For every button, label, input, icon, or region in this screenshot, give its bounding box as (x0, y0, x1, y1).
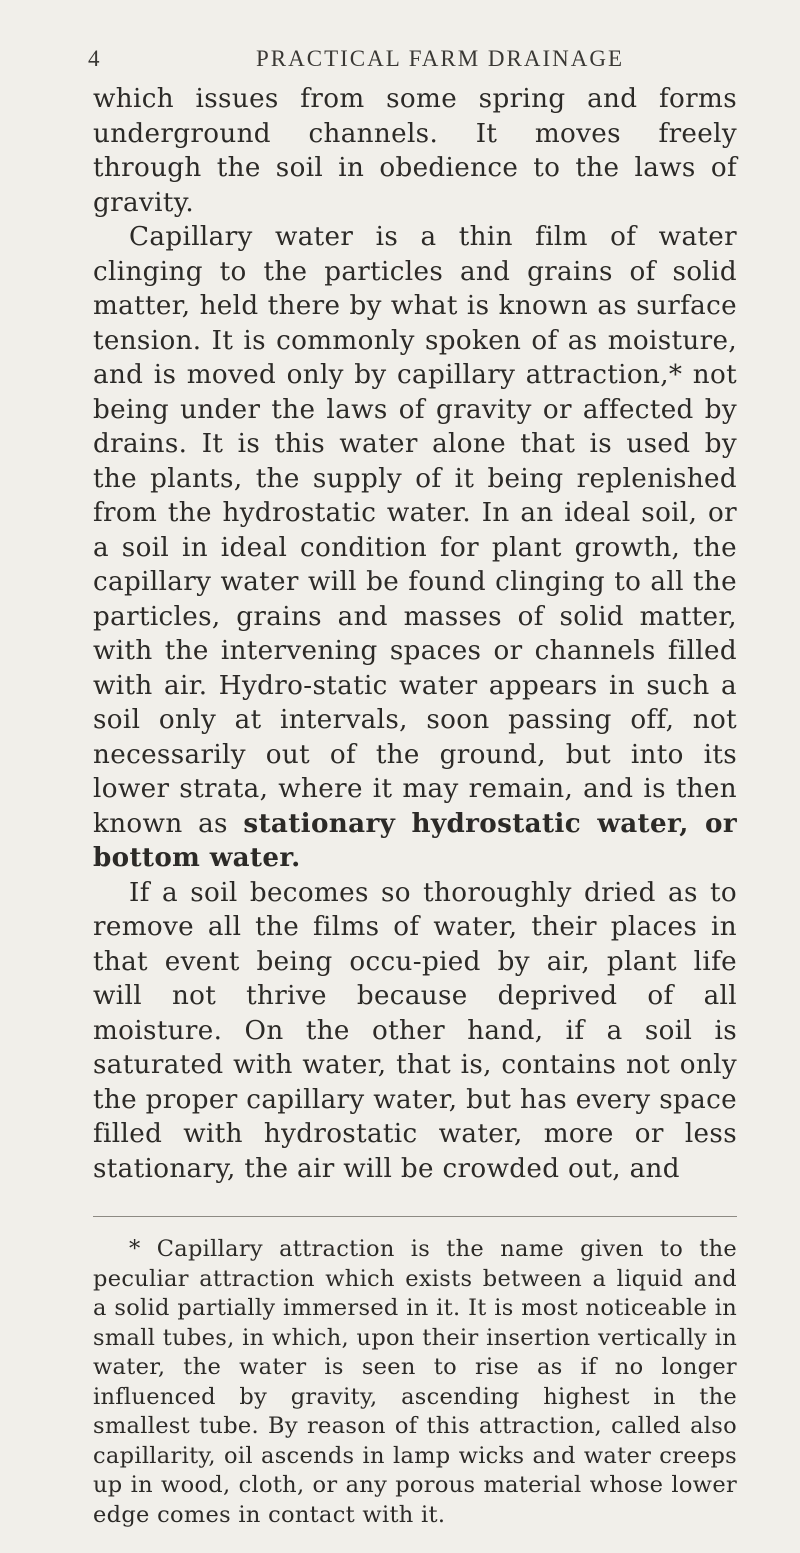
paragraph-dried-soil: If a soil becomes so thoroughly dried as to remove all the films of water, their places in that event being occu-pied by air, plant life will not thrive because deprived of all moisture. On the other hand, if a soil is saturated with water, that is, contains not only the proper capillary water, but has every space filled with hydrostatic water, more or less stationary, the air will be crowded out, and (93, 877, 737, 1184)
paragraph-capillary-water-text: Capillary water is a thin film of water clinging to the particles and grains of solid matter, held there by what is known as surface tension. It is commonly spoken of as moisture, and is moved only by capillary attraction,* not being under the laws of gravity or affected by drains. It is this water alone that is used by the plants, the supply of it being replenished from the hydrostatic water. In an ideal soil, or a soil in ideal condition for plant growth, the capillary water will be found clinging to all the particles, grains and masses of solid matter, with the intervening spaces or channels filled with air. Hydro-static water appears in such a soil only at intervals, soon passing off, not necessarily out of the ground, but into its lower strata, where it may remain, and is then known as (93, 222, 737, 839)
running-head (88, 46, 737, 82)
footnote: * Capillary attraction is the name given to the peculiar attraction which exists between a liquid and a solid partially immersed in it. It is most noticeable in small tubes, in which, upon their insertion vertically in water, the water is seen to rise as if no longer influenced by gravity, ascending highest in the smallest tube. By reason of this attraction, called also capillarity, oil ascends in lamp wicks and water creeps up in wood, cloth, or any porous material whose lower edge comes in contact with it. (93, 1236, 737, 1528)
paragraph-capillary-water (93, 220, 737, 876)
footnote-divider (93, 1216, 737, 1217)
page-number: 4 (88, 46, 102, 71)
paragraph-continued: which issues from some spring and forms underground channels. It moves freely through the soil in obedience to the laws of gravity. (93, 84, 737, 218)
body-text (93, 82, 737, 1186)
running-title: PRACTICAL FARM DRAINAGE (256, 46, 625, 71)
book-page (88, 46, 737, 1553)
bold-term: stationary hydrostatic water, or bottom water. (93, 807, 737, 873)
